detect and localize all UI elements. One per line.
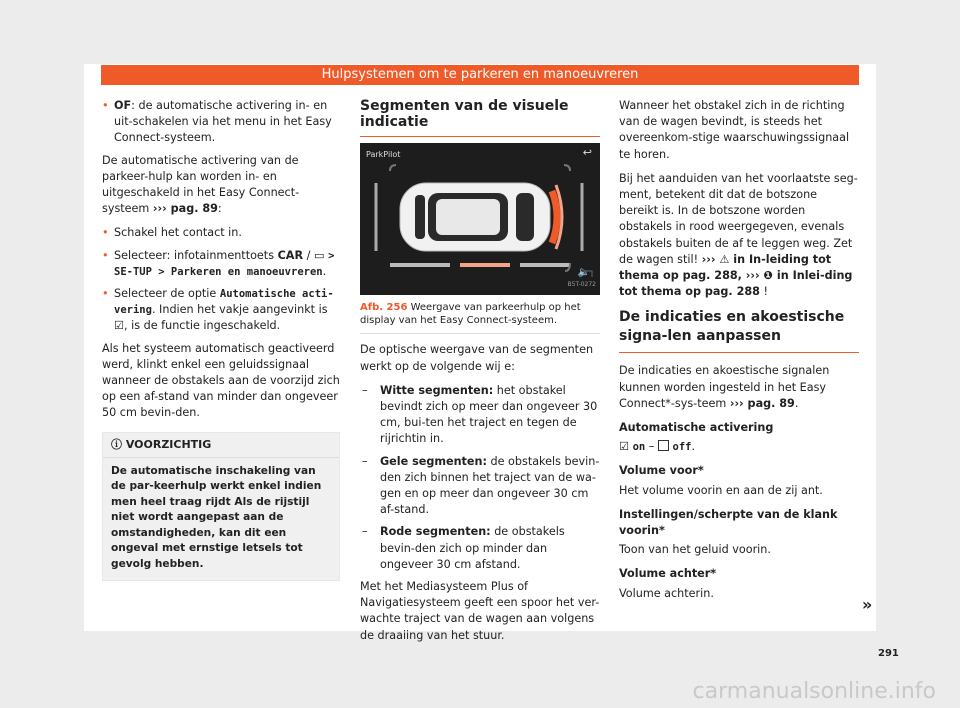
figure-code: B5T-0272 (567, 281, 596, 289)
bullet-select-option: • Selecteer de optie Automatische acti-vering. Indien het vakje aangevinkt is ☑, is de functie ingeschakeld. (102, 286, 340, 335)
setting-values: ☑ on – off. (619, 440, 696, 454)
page-reference-link[interactable]: ››› pag. 89 (729, 396, 795, 410)
column-3 (619, 98, 859, 610)
paragraph: De automatische activering van de parkeer-hulp kan worden in- en uitgeschakeld in het Easy Connect-systeem ››› pag. 89: (102, 153, 300, 216)
setting-title: Volume voor* (619, 464, 704, 478)
paragraph: Als het systeem automatisch geactiveerd werd, klinkt enkel een geluidssignaal wanneer de obstakels aan de voorzijd zich op een af-stand van minder dan ongeveer 50 cm bevin-den. (102, 341, 340, 420)
parkpilot-figure (360, 143, 600, 295)
checkbox-checked-icon: ☑ (619, 440, 630, 454)
paragraph: De indicaties en akoestische signalen kunnen worden ingesteld in het Easy Connect*-sys-teem ››› pag. 89. (619, 364, 830, 410)
checkbox-empty-icon (658, 440, 669, 451)
continue-mark: » (862, 595, 873, 614)
bullet-label: OF (114, 99, 132, 112)
paragraph: Wanneer het obstakel zich in de richting van de wagen bevindt, is steeds het overeenkom-stige waarschuwingssignaal te horen. (619, 99, 850, 161)
bullet-select-menu: • Selecteer: infotainmenttoets CAR / ▭ > SE-TUP > Parkeren en manoeuvreren. (102, 248, 340, 280)
page-header: Hulpsystemen om te parkeren en manoeuvreren (101, 65, 859, 85)
figure-label: ParkPilot (366, 150, 401, 160)
checkbox-checked-icon: ☑ (114, 319, 125, 333)
list-item: – Rode segmenten: de obstakels bevin-den zich op minder dan ongeveer 30 cm afstand. (360, 524, 600, 573)
speaker-icon: 🔈 (577, 267, 590, 279)
caution-text: De automatische inschakeling van de par-keerhulp werkt enkel indien men heel traag rijdt Als de rijstijl niet wordt aangepast aan de omstandigheden, kan dit een ongeval met ernstige letsels tot gevolg hebben. (111, 464, 322, 570)
column-1 (102, 98, 340, 581)
page-number: 291 (878, 648, 899, 659)
section-title: De indicaties en akoestische signa-len aanpassen (619, 308, 859, 353)
setting-desc: Volume achterin. (619, 586, 714, 600)
back-arrow-icon: ↩ (582, 146, 592, 160)
paragraph: Bij het aanduiden van het voorlaatste seg-ment, betekent dit dat de botszone bereikt is. In de botszone worden obstakels in rood weergegeven, evenals obstakels buiten de af te leggen weg. Zet de wagen stil! ››› ⚠ in In-leiding tot thema op pag. 288, ››› ❶ in Inlei-ding tot thema op pag. 288 ! (619, 171, 858, 299)
figure-caption: Afb. 256 Weergave van parkeerhulp op het display van het Easy Connect-systeem. (360, 295, 600, 334)
bullet-of (102, 98, 340, 147)
watermark: carmanualsonline.info (692, 679, 936, 704)
option-name: Automatische acti-vering (114, 288, 334, 317)
setting-desc: Het volume voorin en aan de zij ant. (619, 483, 823, 497)
list-item: – Gele segmenten: de obstakels bevin-den zich binnen het traject van de wa-gen en op meer dan ongeveer 30 cm af-stand. (360, 454, 600, 519)
car-key-icon: CAR (277, 248, 304, 262)
column-2 (360, 98, 600, 652)
warning-reference-link[interactable]: ››› ⚠ in In-leiding tot thema op pag. 288 (619, 252, 832, 283)
section-title: Segmenten van de visuele indicatie (360, 98, 600, 137)
note-reference-link[interactable]: , ››› ❶ in Inlei-ding tot thema op pag. 288 (619, 269, 853, 299)
page-reference-link[interactable]: ››› pag. 89 (152, 202, 218, 216)
list-item: – Witte segmenten: het obstakel bevindt zich op meer dan ongeveer 30 cm, bui-ten het traject en tegen de rijrichtin in. (360, 383, 600, 448)
setting-title: Volume achter* (619, 567, 717, 581)
paragraph: De optische weergave van de segmenten werkt op de volgende wij e: (360, 343, 594, 373)
setting-desc: Toon van het geluid voorin. (619, 543, 771, 557)
bullet-text: : de automatische activering in- en uit-schakelen via het menu in het Easy Connect-systeem. (114, 99, 332, 145)
caution-box (102, 432, 340, 582)
menu-path: > SE-TUP > Parkeren en manoeuvreren (114, 249, 335, 278)
bullet-contact: • Schakel het contact in. (102, 225, 340, 241)
caution-icon: ⓘ (111, 437, 122, 451)
paragraph: Met het Mediasysteem Plus of Navigatiesysteem geeft een spoor het ver-wachte traject van de wagen aan volgens de draaiing van het stuur. (360, 580, 600, 642)
setting-title: Automatische activering (619, 421, 774, 435)
menu-icon: ▭ (313, 248, 325, 262)
setting-title: Instellingen/scherpte van de klank voorin* (619, 507, 838, 538)
caution-header: ⓘ VOORZICHTIG (103, 433, 339, 458)
parking-sensor-diagram (360, 143, 600, 295)
